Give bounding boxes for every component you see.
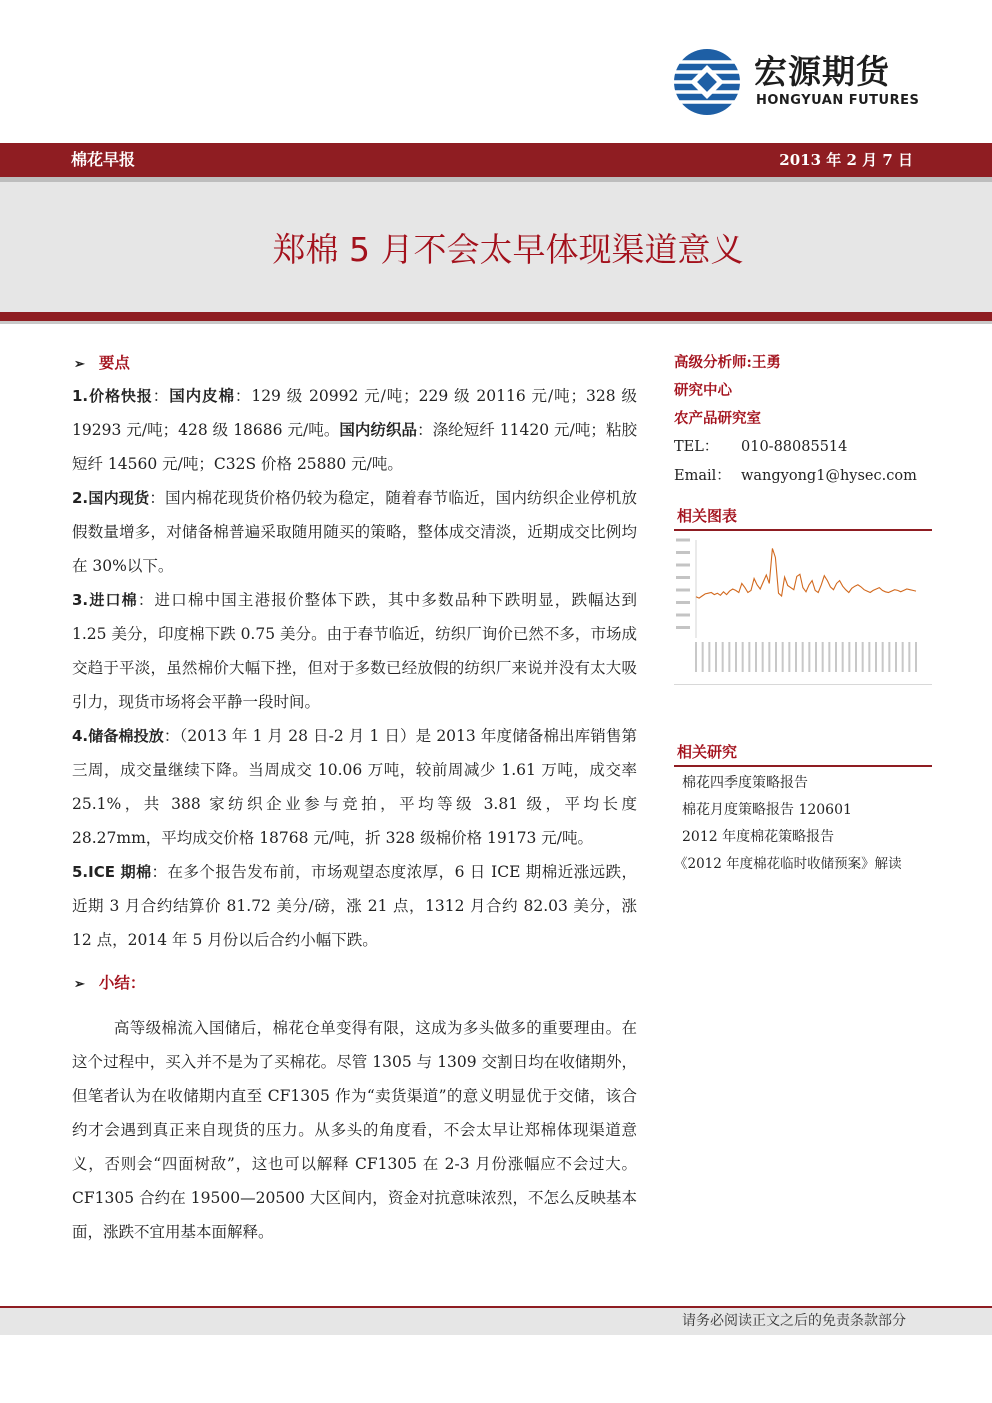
report-category: 棉花早报 — [71, 150, 136, 169]
chart-x-tick-label — [782, 642, 784, 672]
key-point-1-sub2-label: 国内纺织品 — [339, 420, 418, 439]
chart-x-tick-label — [702, 642, 704, 672]
chart-x-tick-label — [875, 642, 877, 672]
chart-x-tick-label — [902, 642, 904, 672]
price-line-chart — [674, 534, 924, 680]
research-item[interactable]: 《2012 年度棉花临时收储预案》解读 — [674, 856, 902, 872]
summary-text: 高等级棉流入国储后，棉花仓单变得有限，这成为多头做多的重要理由。在这个过程中，买入并不是为了买棉花。尽管 1305 与 1309 交割日均在收储期外，但笔者认为在收储期内直至 CF1305 作为“卖货渠道”的意义明显优于交储，该合约才会遇到真正来自现货的压力。从多头的角度看，不会太早让郑棉体现渠道意义，否则会“四面树敌”，这也可以解释 CF1305 在 2-3 月份涨幅应不会过大。CF1305 合约在 19500—20500 大区间内，资金对抗意味浓烈，不怎么反映基本面，涨跌不宜用基本面解释。 — [72, 1019, 637, 1241]
related-chart-box — [674, 531, 932, 685]
chart-tick-label — [676, 539, 690, 542]
chart-x-tick-label — [715, 642, 717, 672]
page-title: 郑棉 5 月不会太早体现渠道意义 — [272, 230, 744, 269]
summary-heading: ➢ 小结： — [74, 973, 146, 992]
analyst-name: 高级分析师:王勇 — [674, 354, 781, 371]
chart-x-tick-label — [888, 642, 890, 672]
chart-x-tick-label — [762, 642, 764, 672]
chart-x-tick-label — [848, 642, 850, 672]
chart-tick-label — [676, 589, 690, 592]
chart-x-tick-label — [775, 642, 777, 672]
chart-x-tick-label — [748, 642, 750, 672]
title-divider — [0, 312, 992, 321]
arrow-bullet-icon: ➢ — [74, 977, 85, 992]
chart-x-tick-label — [735, 642, 737, 672]
chart-x-tick-label — [708, 642, 710, 672]
key-point-4: 4.储备棉投放：（2013 年 1 月 28 日-2 月 1 日）是 2013 年度储备棉出库销售第三周，成交量继续下降。当周成交 10.06 万吨，较前周减少 1.61 万吨，成交率 25.1%，共 388 家纺织企业参与竞拍，平均等级 3.81 级，平均长度 28.27mm，平均成交价格 18768 元/吨，折 328 级棉价格 19173 元/吨。 — [72, 727, 637, 847]
key-point-3: 3.进口棉：进口棉中国主港报价整体下跌，其中多数品种下跌明显，跌幅达到 1.25 美分，印度棉下跌 0.75 美分。由于春节临近，纺织厂询价已然不多，市场成交趋于平淡，虽然棉价大幅下挫，但对于多数已经放假的纺织厂来说并没有太大吸引力，现货市场将会平静一段时间。 — [72, 591, 637, 711]
key-point-2: 2.国内现货：国内棉花现货价格仍较为稳定，随着春节临近，国内纺织企业停机放假数量增多，对储备棉普遍采取随用随买的策略，整体成交清淡，近期成交比例均在 30%以下。 — [72, 489, 637, 575]
chart-x-tick-label — [862, 642, 864, 672]
chart-x-tick-label — [742, 642, 744, 672]
chart-x-tick-label — [828, 642, 830, 672]
chart-tick-label — [676, 576, 690, 579]
chart-x-tick-label — [768, 642, 770, 672]
logo-mark — [673, 48, 741, 116]
research-item[interactable]: 棉花月度策略报告 120601 — [682, 802, 852, 818]
chart-tick-label — [676, 564, 690, 567]
chart-x-tick-label — [695, 642, 697, 672]
chart-x-tick-label — [835, 642, 837, 672]
title-divider-shadow — [0, 321, 992, 324]
chart-tick-label — [676, 626, 690, 629]
main-column — [72, 349, 637, 1249]
chart-x-tick-label — [882, 642, 884, 672]
contact-email: Email： wangyong1@hysec.com — [674, 468, 917, 484]
key-point-5: 5.ICE 期棉：在多个报告发布前，市场观望态度浓厚，6 日 ICE 期棉近涨远跌，近期 3 月合约结算价 81.72 美分/磅，涨 21 点，1312 月合约 82.03 美分，涨 12 点，2014 年 5 月份以后合约小幅下跌。 — [72, 863, 637, 949]
brand-name-en: HONGYUAN FUTURES — [756, 93, 920, 108]
chart-x-tick-label — [755, 642, 757, 672]
disclaimer-note: 请务必阅读正文之后的免责条款部分 — [682, 1313, 906, 1329]
arrow-bullet-icon: ➢ — [74, 357, 85, 372]
key-point-1-sub1-label: 国内皮棉 — [169, 386, 235, 405]
chart-tick-label — [676, 601, 690, 604]
related-research-heading: 相关研究 — [674, 739, 932, 767]
related-chart-heading: 相关图表 — [674, 503, 932, 531]
chart-tick-label — [676, 614, 690, 617]
chart-x-tick-label — [915, 642, 917, 672]
chart-x-tick-label — [808, 642, 810, 672]
chart-x-tick-label — [842, 642, 844, 672]
chart-x-tick-label — [795, 642, 797, 672]
chart-series-line — [696, 548, 916, 598]
chart-x-tick-label — [815, 642, 817, 672]
brand-name-cn: 宏源期货 — [754, 52, 890, 91]
related-research-list — [674, 767, 932, 878]
email-link[interactable]: wangyong1@hysec.com — [741, 468, 917, 484]
contact-tel: TEL： 010-88085514 — [674, 439, 848, 455]
research-dept: 农产品研究室 — [674, 410, 761, 427]
chart-x-tick-label — [788, 642, 790, 672]
research-center: 研究中心 — [674, 382, 732, 399]
chart-x-tick-label — [802, 642, 804, 672]
chart-x-tick-label — [855, 642, 857, 672]
key-points-heading: ➢ 要点 — [74, 353, 130, 372]
chart-x-tick-label — [722, 642, 724, 672]
chart-x-tick-label — [728, 642, 730, 672]
chart-x-tick-label — [895, 642, 897, 672]
key-point-1: 1.价格快报：国内皮棉：129 级 20992 元/吨；229 级 20116 元/吨；328 级 19293 元/吨；428 级 18686 元/吨。国内纺织品：涤纶短纤 11420 元/吨；粘胶短纤 14560 元/吨；C32S 价格 25880 元/吨。 — [72, 386, 637, 473]
sidebar — [674, 349, 932, 878]
research-item[interactable]: 棉花四季度策略报告 — [682, 775, 808, 791]
chart-x-tick-label — [868, 642, 870, 672]
chart-x-tick-label — [908, 642, 910, 672]
report-date: 2013 年 2 月 7 日 — [779, 151, 913, 169]
chart-x-tick-label — [822, 642, 824, 672]
research-item[interactable]: 2012 年度棉花策略报告 — [682, 829, 835, 845]
chart-tick-label — [676, 551, 690, 554]
